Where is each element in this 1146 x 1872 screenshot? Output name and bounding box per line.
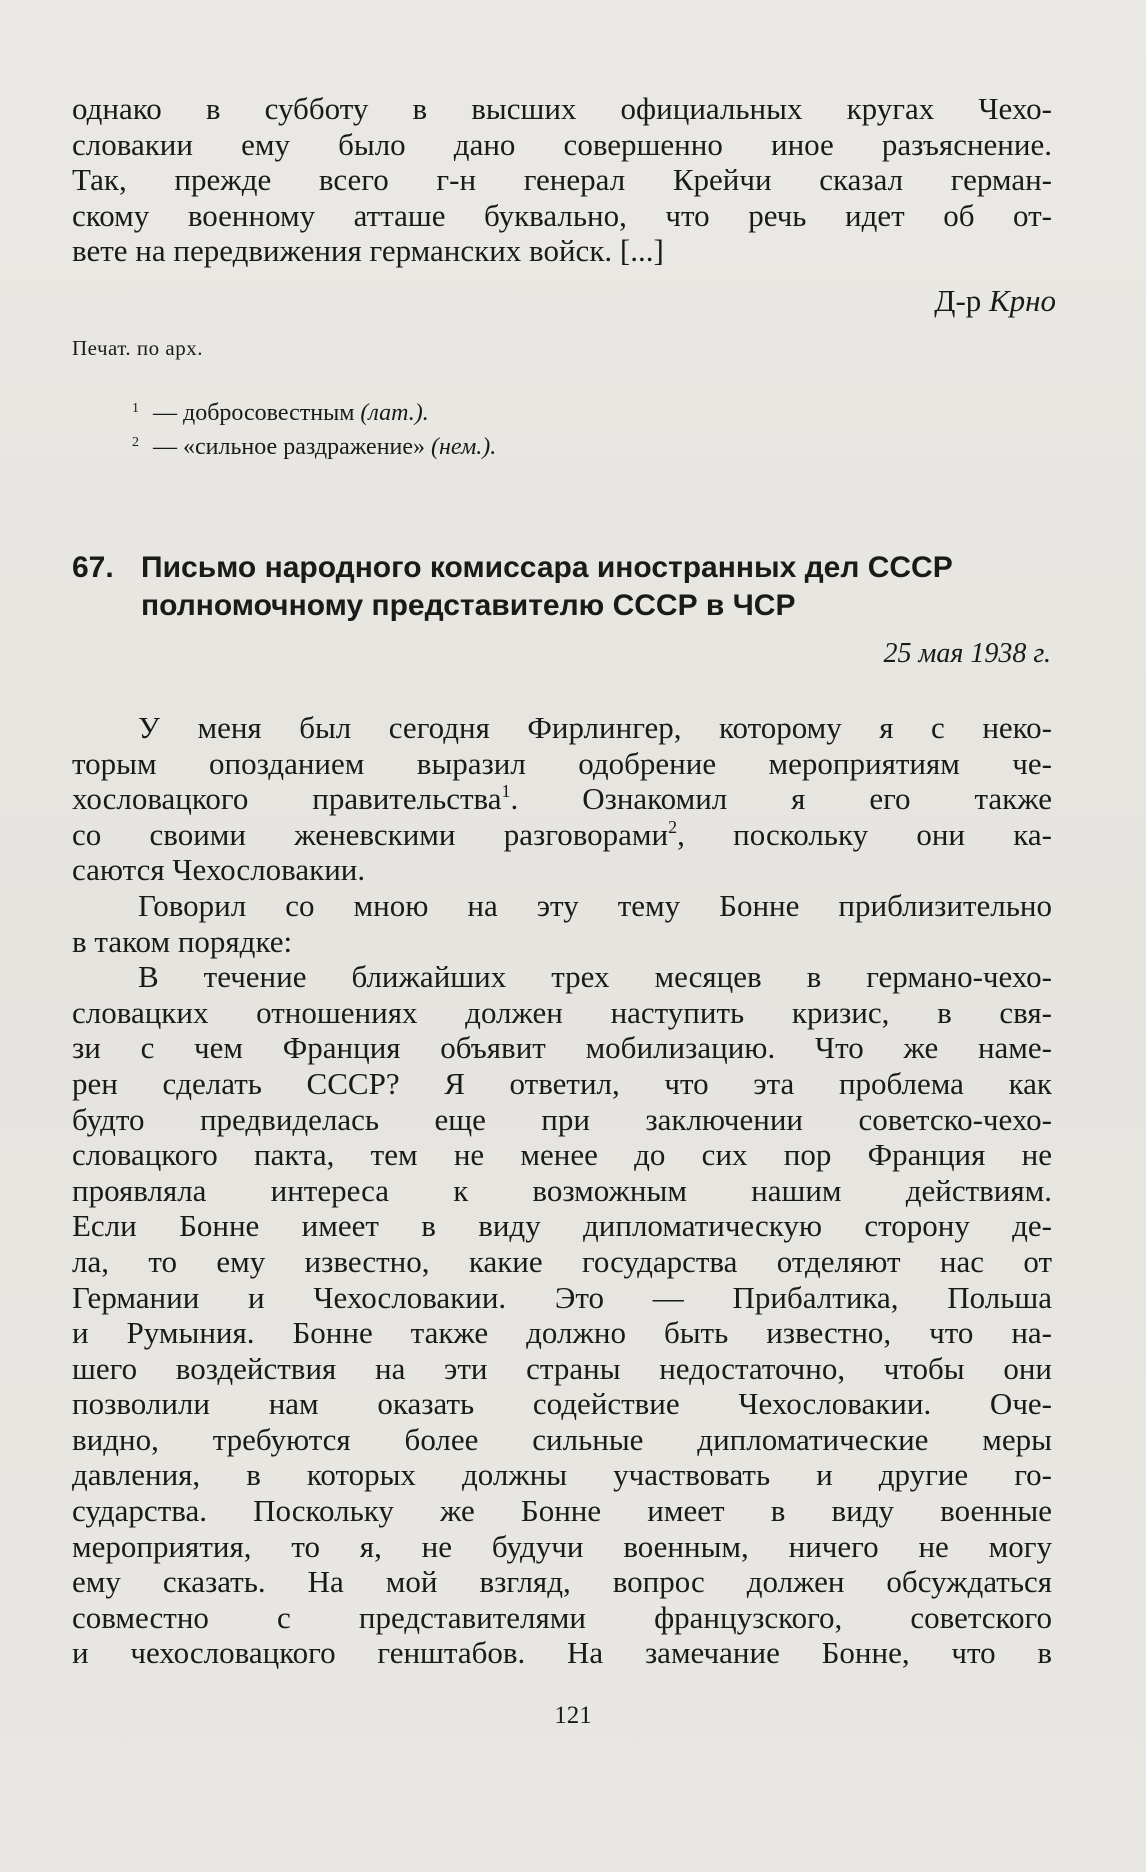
page-number: 121 [554,1702,592,1729]
text-line: Говорил со мною на эту тему Бонне приблизительно [138,887,1052,923]
archive-note: Печат. по арх. [72,336,203,360]
document-heading [72,549,1052,625]
text-line: рен сделать СССР? Я ответил, что эта проблема как [72,1065,1052,1101]
text-line: шего воздействия на эти страны недостаточно, чтобы они [72,1350,1052,1386]
text-line: скому военному атташе буквально, что речь идет об от- [72,197,1052,233]
text-line: Так, прежде всего г-н генерал Крейчи сказал герман- [72,162,1052,198]
text-line: Если Бонне имеет в виду дипломатическую сторону де- [72,1208,1052,1244]
text-line: В течение ближайших трех месяцев в германо-чехо- [138,959,1052,995]
signature [934,283,1056,319]
continued-paragraph [72,91,1052,269]
text-line: зи с чем Франция объявит мобилизацию. Что же наме- [72,1030,1052,1066]
footnote-1 [132,394,496,428]
title-line: полномочному представителю СССР в ЧСР [141,589,796,622]
text-line: и Румыния. Бонне также должно быть известно, что на- [72,1315,1052,1351]
document-title [141,549,1052,625]
text-line: давления, в которых должны участвовать и другие го- [72,1457,1052,1493]
text-line: будто предвиделась еще при заключении советско-чехо- [72,1101,1052,1137]
text-line: торым опозданием выразил одобрение мероприятиям че- [72,745,1052,781]
document-date: 25 мая 1938 г. [883,638,1051,669]
text-line: сударства. Поскольку же Бонне имеет в виду военные [72,1493,1052,1529]
text-line: саются Чехословакии. [72,852,366,888]
text-line: вете на передвижения германских войск. [...] [72,233,664,269]
text-line [72,781,1052,817]
title-line: Письмо народного комиссара иностранных дел СССР [141,551,953,584]
footnotes [132,394,496,462]
text-line: в таком порядке: [72,923,293,959]
text-fragment: , поскольку они ка- [677,816,1052,852]
signature-prefix: Д-р [934,283,982,318]
text-line: видно, требуются более сильные дипломатические меры [72,1421,1052,1457]
footnote-ref: 2 [668,816,678,837]
text-line: однако в субботу в высших официальных кругах Чехо- [72,91,1052,126]
text-fragment: со своими женевскими разговорами [72,816,669,852]
footnote-lang: (лат.). [360,400,429,426]
text-line [72,817,1052,853]
document-number: 67. [72,551,114,584]
text-line: и чехословацкого генштабов. На замечание Бонне, что в [72,1635,1052,1671]
footnote-text: — «сильное раздражение» [153,434,426,460]
text-line: словакии ему было дано совершенно иное разъяснение. [72,126,1052,162]
footnote-ref: 1 [501,781,511,802]
text-line: мероприятия, то я, не будучи военным, ничего не могу [72,1528,1052,1564]
footnote-text: — добросовестным [153,400,355,426]
text-fragment: . Ознакомил я его также [510,781,1052,817]
text-line: ему сказать. На мой взгляд, вопрос должен обсуждаться [72,1564,1052,1600]
footnote-lang: (нем.). [431,434,497,460]
text-fragment: хословацкого правительства [72,781,502,817]
text-line: совместно с представителями французского, советского [72,1599,1052,1635]
text-line: ла, то ему известно, какие государства отделяют нас от [72,1243,1052,1279]
signature-name: Крно [989,283,1056,318]
footnote-mark: 2 [132,435,139,450]
footnote-mark: 1 [132,401,139,416]
text-line: позволили нам оказать содействие Чехословакии. Оче- [72,1386,1052,1422]
letter-body [72,710,1052,1671]
text-line: Германии и Чехословакии. Это — Прибалтика, Польша [72,1279,1052,1315]
text-line: У меня был сегодня Фирлингер, которому я с неко- [138,710,1052,745]
footnote-2 [132,428,496,462]
text-line: словацких отношениях должен наступить кризис, в свя- [72,994,1052,1030]
text-line: проявляла интереса к возможным нашим действиям. [72,1172,1052,1208]
text-line: словацкого пакта, тем не менее до сих пор Франция не [72,1137,1052,1173]
